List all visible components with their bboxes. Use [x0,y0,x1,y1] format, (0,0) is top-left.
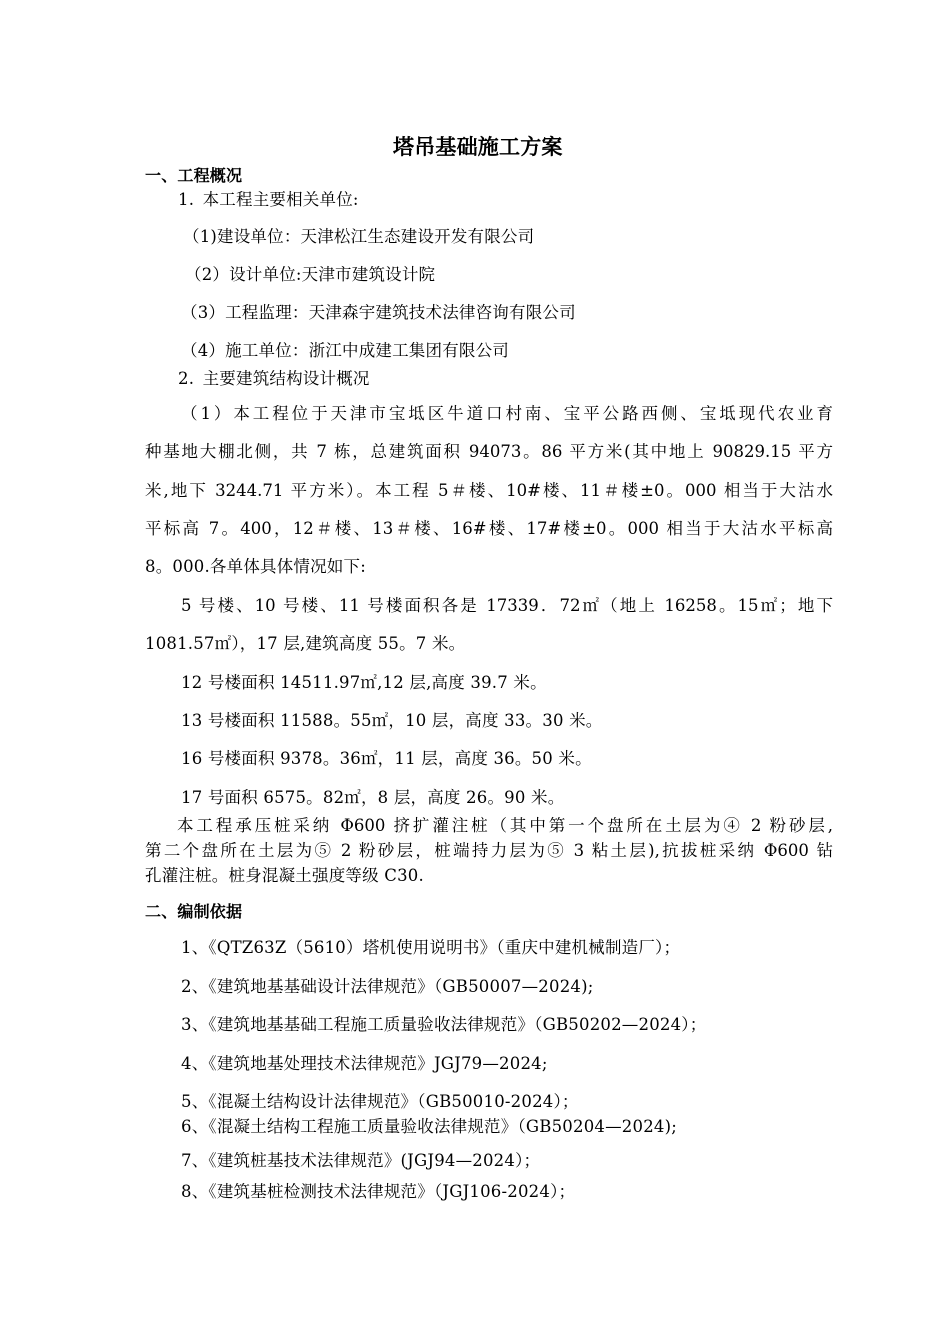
unit-line-contractor: （4）施工单位：浙江中成建工集团有限公司 [181,341,509,360]
reference-item: 8、《建筑基桩检测技术法律规范》（JGJ106-2024）； [181,1182,576,1201]
building-line: 17 号面积 6575。82㎡，8 层，高度 26。90 米。 [181,788,565,807]
list-item-related-units: 1. 本工程主要相关单位: [178,190,359,209]
pile-line: 孔灌注桩。桩身混凝土强度等级 C30. [145,866,424,885]
pile-line: 本工程承压桩采纳 Φ600 挤扩灌注桩（其中第一个盘所在土层为④ 2 粉砂层, [177,816,833,835]
reference-item: 6、《混凝土结构工程施工质量验收法律规范》（GB50204—2024); [181,1117,677,1136]
building-line: 5 号楼、10 号楼、11 号楼面积各是 17339．72㎡（地上 16258。15㎡；地下 [181,596,833,615]
building-line: 1081.57㎡），17 层,建筑高度 55。7 米。 [145,634,466,653]
unit-line-designer: （2）设计单位:天津市建筑设计院 [185,265,436,284]
building-line: 16 号楼面积 9378。36㎡，11 层，高度 36。50 米。 [181,749,592,768]
section-heading-overview: 一、工程概况 [145,166,243,185]
reference-item: 7、《建筑桩基技术法律规范》(JGJ94—2024）； [181,1151,541,1170]
unit-line-supervisor: （3）工程监理：天津森宇建筑技术法律咨询有限公司 [181,303,576,322]
reference-item: 3、《建筑地基基础工程施工质量验收法律规范》（GB50202—2024）； [181,1015,707,1034]
reference-item: 4、《建筑地基处理技术法律规范》JGJ79—2024; [181,1054,548,1073]
reference-item: 1、《QTZ63Z（5610）塔机使用说明书》（重庆中建机械制造厂）； [181,938,681,957]
paragraph-line: 8。000.各单体具体情况如下: [145,557,366,576]
paragraph-line: （1）本工程位于天津市宝坻区牛道口村南、宝平公路西侧、宝坻现代农业育 [181,404,833,423]
reference-item: 2、《建筑地基基础设计法律规范》（GB50007—2024); [181,977,594,996]
paragraph-line: 米,地下 3244.71 平方米）。本工程 5＃楼、10#楼、11＃楼±0。000 相当于大沽水 [145,481,833,500]
section-heading-basis: 二、编制依据 [145,902,243,921]
unit-line-builder: （1)建设单位：天津松江生态建设开发有限公司 [183,227,535,246]
paragraph-line: 种基地大棚北侧，共 7 栋，总建筑面积 94073。86 平方米(其中地上 90829.15 平方 [145,442,833,461]
reference-item: 5、《混凝土结构设计法律规范》（GB50010-2024）； [181,1092,579,1111]
paragraph-line: 平标高 7。400，12＃楼、13＃楼、16#楼、17#楼±0。000 相当于大沽水平标高 [145,519,833,538]
document-title: 塔吊基础施工方案 [393,135,563,159]
building-line: 12 号楼面积 14511.97㎡,12 层,高度 39.7 米。 [181,673,547,692]
pile-line: 第二个盘所在土层为⑤ 2 粉砂层，桩端持力层为⑤ 3 粘土层),抗拔桩采纳 Φ600 钻 [145,841,833,860]
list-item-structure-overview: 2. 主要建筑结构设计概况 [178,369,370,388]
building-line: 13 号楼面积 11588。55㎡，10 层，高度 33。30 米。 [181,711,603,730]
